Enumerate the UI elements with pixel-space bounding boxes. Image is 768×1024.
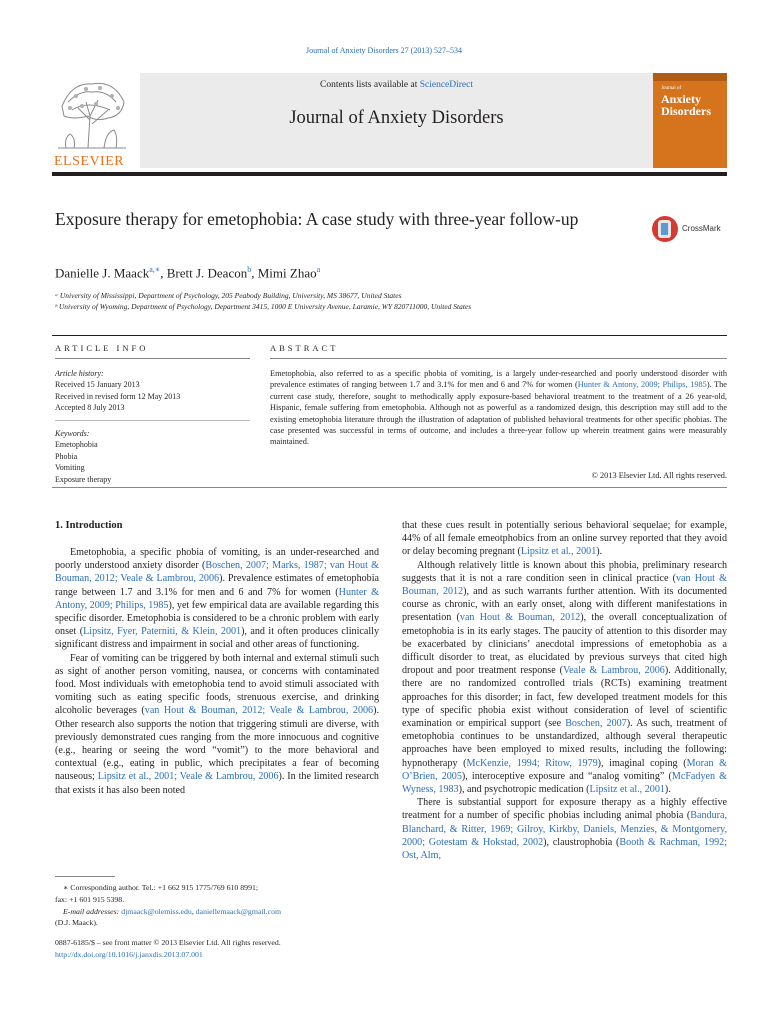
abstract-rule — [270, 358, 727, 359]
email-label: E-mail addresses: — [63, 906, 122, 916]
paragraph — [402, 519, 727, 559]
body-column-left — [55, 546, 379, 797]
citation-link[interactable]: Boschen, 2007; Marks, 1987; van Hout & Bouman, 2012; Veale & Lambrou, 2006 — [55, 560, 380, 585]
fax-number: fax: +1 601 915 5398. — [55, 894, 125, 904]
citation-link[interactable]: Hunter & Antony, 2009; Philips, 1985 — [577, 380, 707, 390]
section-rule — [52, 335, 727, 336]
contents-prefix: Contents lists available at — [319, 80, 420, 90]
paragraph — [55, 652, 379, 797]
keyword: Emetophobia — [55, 440, 98, 450]
author-separator: , — [160, 265, 167, 281]
text-run: ). — [664, 784, 671, 796]
journal-citation[interactable]: Journal of Anxiety Disorders 27 (2013) 527–534 — [306, 46, 462, 55]
footnote-corresponding — [55, 882, 375, 929]
email-link[interactable]: daniellemaack@gmail.com — [195, 906, 282, 916]
contents-line — [140, 80, 653, 90]
author-separator: , — [251, 265, 258, 281]
body-rule — [52, 487, 727, 488]
keyword: Exposure therapy — [55, 474, 112, 484]
text-run: ), and psychotropic medication ( — [458, 784, 590, 796]
publisher-logo — [52, 76, 132, 168]
citation-link[interactable]: van Hout & Bouman, 2012; Veale & Lambrou, 2006 — [144, 705, 374, 717]
body-column-right — [402, 519, 727, 862]
author-name[interactable]: Mimi Zhao — [257, 265, 317, 281]
cover-small-text: Journal of — [661, 86, 682, 91]
section-heading-introduction: 1. Introduction — [55, 520, 123, 531]
article-history — [55, 368, 250, 414]
citation-link[interactable]: McKenzie, 1994; Ritow, 1979 — [466, 757, 598, 769]
text-run: ). As such, treatment of emetophobia continues to be unstandardized, although several therapeutic approaches have been employed to mixed results, including the following: hypnotherapy ( — [402, 718, 728, 769]
affiliation-a: ᵃ University of Mississippi, Department of Psychology, 205 Peabody Building, University, MS 38677, United States — [55, 291, 402, 300]
author-name[interactable]: Danielle J. Maack — [55, 265, 150, 281]
citation-link[interactable]: Lipsitz et al., 2001 — [589, 784, 665, 796]
citation-link[interactable]: Lipsitz et al., 2001 — [520, 546, 597, 558]
crossmark-badge[interactable] — [652, 216, 732, 244]
citation-link[interactable]: Moran & O’Brien, 2005 — [402, 757, 727, 782]
cover-top-bar — [653, 73, 727, 81]
masthead — [52, 73, 727, 173]
journal-banner — [140, 73, 653, 168]
text-run: ), yet few empirical data are available regarding this specific disorder. Emetophobia is considered to be a chronic problem with early onset ( — [55, 599, 379, 638]
author-affiliation-mark[interactable]: a — [316, 265, 321, 274]
history-received: Received 15 January 2013 — [55, 380, 140, 390]
front-matter — [55, 937, 375, 961]
email-owner: (D.J. Maack). — [55, 918, 98, 928]
keywords — [55, 428, 250, 485]
text-run: There is substantial support for exposure therapy as a highly effective treatment for a number of specific phobias including animal phobia ( — [402, 797, 727, 822]
citation-link[interactable]: Booth & Rachman, 1992; Ost, Alm, — [402, 836, 728, 862]
corresponding-author: ∗ Corresponding author. Tel.: +1 662 915 1775/769 610 8991; — [63, 883, 259, 892]
journal-title[interactable]: Journal of Anxiety Disorders — [289, 108, 504, 128]
text-run: ), claustrophobia ( — [543, 836, 620, 848]
journal-cover-thumbnail[interactable] — [653, 73, 727, 168]
affiliation-b: ᵇ University of Wyoming, Department of Psychology, Department 3415, 1000 E University Avenue, Laramie, WY 820711000, United States — [55, 302, 472, 311]
citation-link[interactable]: van Hout & Bouman, 2012 — [402, 572, 727, 598]
author-list — [55, 265, 320, 281]
crossmark-icon — [652, 216, 678, 242]
text-run: ), and as such warrants further attention. With its documented course as chronic, with an early onset, along with different manifestations in presentation ( — [402, 586, 727, 624]
citation-link[interactable]: Boschen, 2007 — [565, 718, 627, 730]
crossmark-label: CrossMark — [682, 224, 721, 233]
text-run: ), imaginal coping ( — [597, 757, 687, 769]
email-line — [55, 906, 375, 918]
citation-link[interactable]: van Hout & Bouman, 2012 — [459, 612, 581, 624]
text-run: Although relatively little is known about this phobia, preliminary research suggests that it is not a rare condition seen in clinical practice ( — [402, 559, 727, 584]
footnote-rule — [55, 876, 115, 877]
text-run: ), interoceptive exposure and “analog vomiting” ( — [461, 770, 672, 782]
author-affiliation-mark[interactable]: a,∗ — [149, 265, 161, 274]
keyword: Phobia — [55, 451, 78, 461]
history-revised: Received in revised form 12 May 2013 — [55, 391, 181, 401]
issn-line: 0887-6185/$ – see front matter © 2013 Elsevier Ltd. All rights reserved. — [55, 938, 281, 947]
info-rule — [55, 358, 250, 359]
info-divider — [55, 420, 250, 421]
text-run: ). — [596, 546, 603, 558]
author-affiliation-mark[interactable]: b — [247, 265, 252, 274]
abstract-copyright: © 2013 Elsevier Ltd. All rights reserved. — [591, 471, 727, 480]
abstract-text — [270, 368, 727, 448]
email-link[interactable]: djmaack@olemiss.edu — [121, 906, 192, 916]
text-run: ). Other research also supports the notion that triggering stimuli are diverse, with previously demonstrated cues ranging from the more innocuous and cognitive (e.g., hearing or seeing the word “vomit”) to the more behavioral and contextual (e.g., eating in public, which precipitates a fear of becoming nauseous; — [55, 705, 379, 783]
header-rule — [52, 172, 727, 176]
text-run: ). In the limited research that exists it has also been noted — [55, 771, 379, 796]
paragraph — [55, 546, 379, 652]
elsevier-tree-icon — [52, 76, 132, 150]
paragraph — [402, 796, 727, 862]
text-run: that these cues result in potentially serious behavioral sequelae; for example, 44% of all female emeotphobics from an online survey reported that they avoid or delay becoming pregnant ( — [402, 520, 727, 558]
keyword: Vomiting — [55, 463, 85, 473]
cover-title-line-1: Anxiety — [661, 92, 701, 106]
citation-link[interactable]: Hunter & Antony, 2009; Philips, 1985 — [55, 586, 379, 611]
sciencedirect-link[interactable]: ScienceDirect — [419, 80, 473, 90]
text-run: ). Additionally, there are no randomized controlled trials (RCTs) examining treatment approaches for this disorder; in fact, few developed treatment models for this type of specific phobia exist without consideration of level of scientific examination or empirical support (see — [402, 665, 728, 730]
citation-link[interactable]: Lipsitz et al., 2001; Veale & Lambrou, 2006 — [97, 771, 279, 783]
author-name[interactable]: Brett J. Deacon — [166, 265, 248, 281]
history-accepted: Accepted 8 July 2013 — [55, 403, 125, 413]
abstract-text-part: Emetophobia, also referred to as a specific phobia of vomiting, is a largely under-researched and poorly understood disorder with prevalence estimates of ranging between 1.7 and 3.1% for men and 6 and 7% for women ( — [270, 369, 727, 390]
article-info-heading: ARTICLE INFO — [55, 343, 149, 353]
text-run: Fear of vomiting can be triggered by both internal and external stimuli such as sight of another person vomiting, nausea, or concerns with contaminated food. Most individuals with emetophobia tend to avoid stimuli associated with vomiting such as eating specific foods, strenuous exercise, and drinking alcoholic beverages ( — [55, 652, 379, 717]
citation-link[interactable]: McFadyen & Wyness, 1983 — [402, 770, 727, 796]
paragraph — [402, 559, 727, 797]
citation-link[interactable]: Veale & Lambrou, 2006 — [563, 665, 665, 677]
cover-title — [661, 93, 711, 117]
abstract-heading: ABSTRACT — [270, 343, 339, 353]
text-run: ), the overall conceptualization of emetophobia is in its early stages. The paucity of attention to this disorder may be exacerbated by clinicians’ anecdotal impressions of emetophobia as a difficult disorder to treat, as elucidated by previous surveys that cited high dropout and poor treatment response ( — [402, 612, 727, 677]
keywords-label: Keywords: — [55, 429, 90, 438]
article-title: Exposure therapy for emetophobia: A case study with three-year follow-up — [55, 209, 579, 229]
citation-link[interactable]: Bandura, Blanchard, & Ritter, 1969; Gilroy, Kirkby, Daniels, Menzies, & Montgomery, 2000; Gotestam & Hokstad, 2002 — [402, 810, 727, 848]
text-run: ), and it often produces clinically significant distress and impairment in social and other areas of functioning. — [55, 626, 379, 651]
email-separator: , — [191, 906, 196, 916]
doi-link[interactable]: http://dx.doi.org/10.1016/j.janxdis.2013.07.001 — [55, 949, 203, 959]
text-run: ). Prevalence estimates of emetophobia range between 1.7 and 3.1% for men and 6 and 7% for women ( — [55, 573, 379, 598]
history-label: Article history: — [55, 369, 104, 378]
citation-link[interactable]: Lipsitz, Fyer, Paterniti, & Klein, 2001 — [83, 626, 242, 638]
text-run: Emetophobia, a specific phobia of vomiting, is an under-researched and poorly understood anxiety disorder ( — [55, 547, 379, 572]
publisher-wordmark: ELSEVIER — [54, 154, 125, 169]
abstract-text-part: ). The current case study, therefore, sought to methodically apply exposure-based behavioral treatment to the treatment of a 26 year-old, Hispanic, female suffering from emetophobia. Although not as powerful as a randomized design, this description may still add to the existing emetophobia literature through the illustration of adaptation of published behavioral treatments for other specific phobias. The case presented was successful in terms of outcome, and includes a three-year follow up wherein treatment gains were measurably maintained. — [270, 380, 727, 447]
cover-title-line-2: Disorders — [661, 104, 711, 118]
